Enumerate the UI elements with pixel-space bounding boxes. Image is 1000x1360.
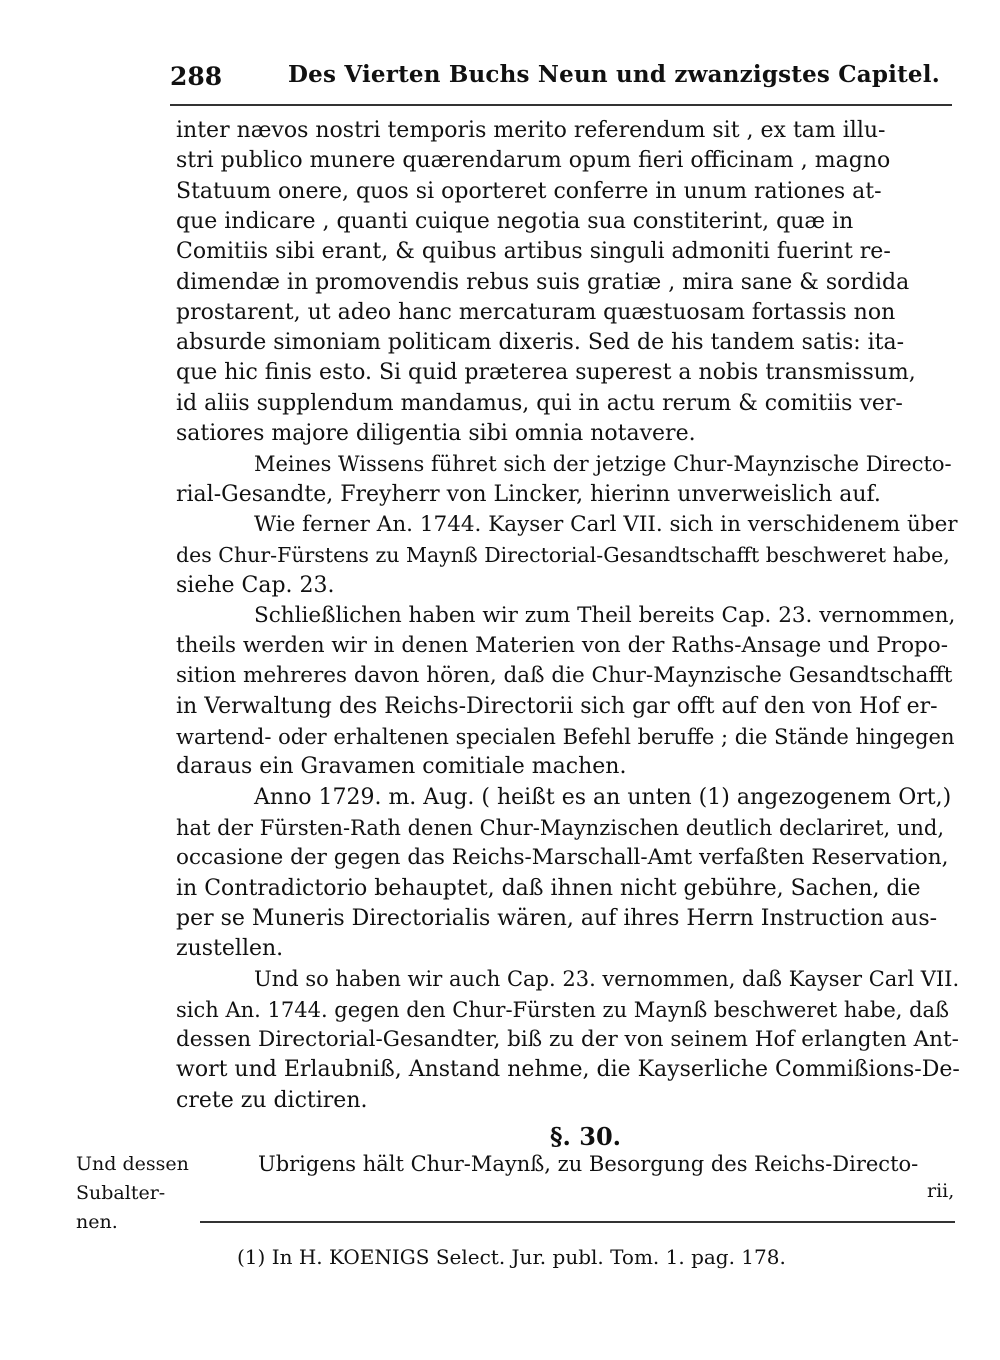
footnote: (1) In H. KOENIGS Select. Jur. publ. Tom. 1. pag. 178. [237,1245,786,1269]
text-line: satiores majore diligentia sibi omnia notavere. [176,421,696,446]
text-line: dimendæ in promovendis rebus suis gratiæ , mira sane & sordida [176,269,910,295]
text-line: dessen Directorial-Gesandter, biß zu der von seinem Hof erlangten Ant- [176,1027,959,1052]
text-line: Wie ferner An. 1744. Kayser Carl VII. sich in verschidenem über [254,511,958,537]
text-line: siehe Cap. 23. [176,572,335,598]
text-line: Anno 1729. m. Aug. ( heißt es an unten (1) angezogenem Ort,) [254,784,952,810]
text-line: wort und Erlaubniß, Anstand nehme, die Kayserliche Commißions-De- [176,1057,960,1083]
text-line: stri publico munere quærendarum opum fieri officinam , magno [176,148,891,174]
text-line: crete zu dictiren. [176,1087,368,1113]
text-line: occasione der gegen das Reichs-Marschall-Amt verfaßten Reservation, [176,845,949,871]
catchword: rii, [927,1180,955,1202]
footnote-rule [200,1221,955,1223]
header-rule [170,104,952,106]
text-line: Statuum onere, quos si oporteret conferre in unum rationes at- [176,178,882,204]
running-head: Des Vierten Buchs Neun und zwanzigstes Capitel. [288,61,940,88]
text-line: wartend- oder erhaltenen specialen Befehl beruffe ; die Stände hingegen [176,725,955,749]
text-line: hat der Fürsten-Rath denen Chur-Maynzischen deutlich declariret, und, [176,815,945,840]
text-line: Comitiis sibi erant, & quibus artibus singuli admoniti fuerint re- [176,239,891,265]
text-line: per se Muneris Directorialis wären, auf ihres Herrn Instruction aus- [176,905,938,931]
text-line: in Verwaltung des Reichs-Directorii sich gar offt auf den von Hof er- [176,693,938,719]
section-first-line: Ubrigens hält Chur-Maynß, zu Besorgung des Reichs-Directo- [258,1152,919,1176]
text-line: sition mehreres davon hören, daß die Chur-Maynzische Gesandtschafft [176,663,953,689]
text-line: zustellen. [176,936,284,962]
marginal-note-line: nen. [76,1211,118,1233]
text-line: theils werden wir in denen Materien von der Raths-Ansage und Propo- [176,633,948,659]
page-number: 288 [170,62,223,91]
marginal-note-line: Subalter- [76,1182,166,1204]
section-heading: §. 30. [550,1122,622,1151]
text-line: inter nævos nostri temporis merito referendum sit , ex tam illu- [176,118,886,143]
text-line: prostarent, ut adeo hanc mercaturam quæstuosam fortassis non [176,299,896,325]
text-line: id aliis supplendum mandamus, qui in actu rerum & comitiis ver- [176,390,903,416]
text-line: sich An. 1744. gegen den Chur-Fürsten zu Maynß beschweret habe, daß [176,997,950,1022]
text-line: que hic finis esto. Si quid præterea superest a nobis transmissum, [176,360,916,386]
text-line: Meines Wissens führet sich der jetzige Chur-Maynzische Directo- [254,452,952,477]
text-line: in Contradictorio behauptet, daß ihnen nicht gebühre, Sachen, die [176,875,921,901]
text-line: Schließlichen haben wir zum Theil bereits Cap. 23. vernommen, [254,602,956,628]
text-line: que indicare , quanti cuique negotia sua constiterint, quæ in [176,208,854,234]
page-header [170,62,960,92]
text-line: des Chur-Fürstens zu Maynß Directorial-Gesandtschafft beschweret habe, [176,543,950,568]
text-line: Und so haben wir auch Cap. 23. vernommen, daß Kayser Carl VII. [254,967,960,992]
text-line: daraus ein Gravamen comitiale machen. [176,754,627,780]
marginal-note-line: Und dessen [76,1153,189,1175]
text-line: absurde simoniam politicam dixeris. Sed de his tandem satis: ita- [176,330,905,356]
marginal-note [76,1150,206,1237]
text-line: rial-Gesandte, Freyherr von Lincker, hierinn unverweislich auf. [176,481,881,507]
